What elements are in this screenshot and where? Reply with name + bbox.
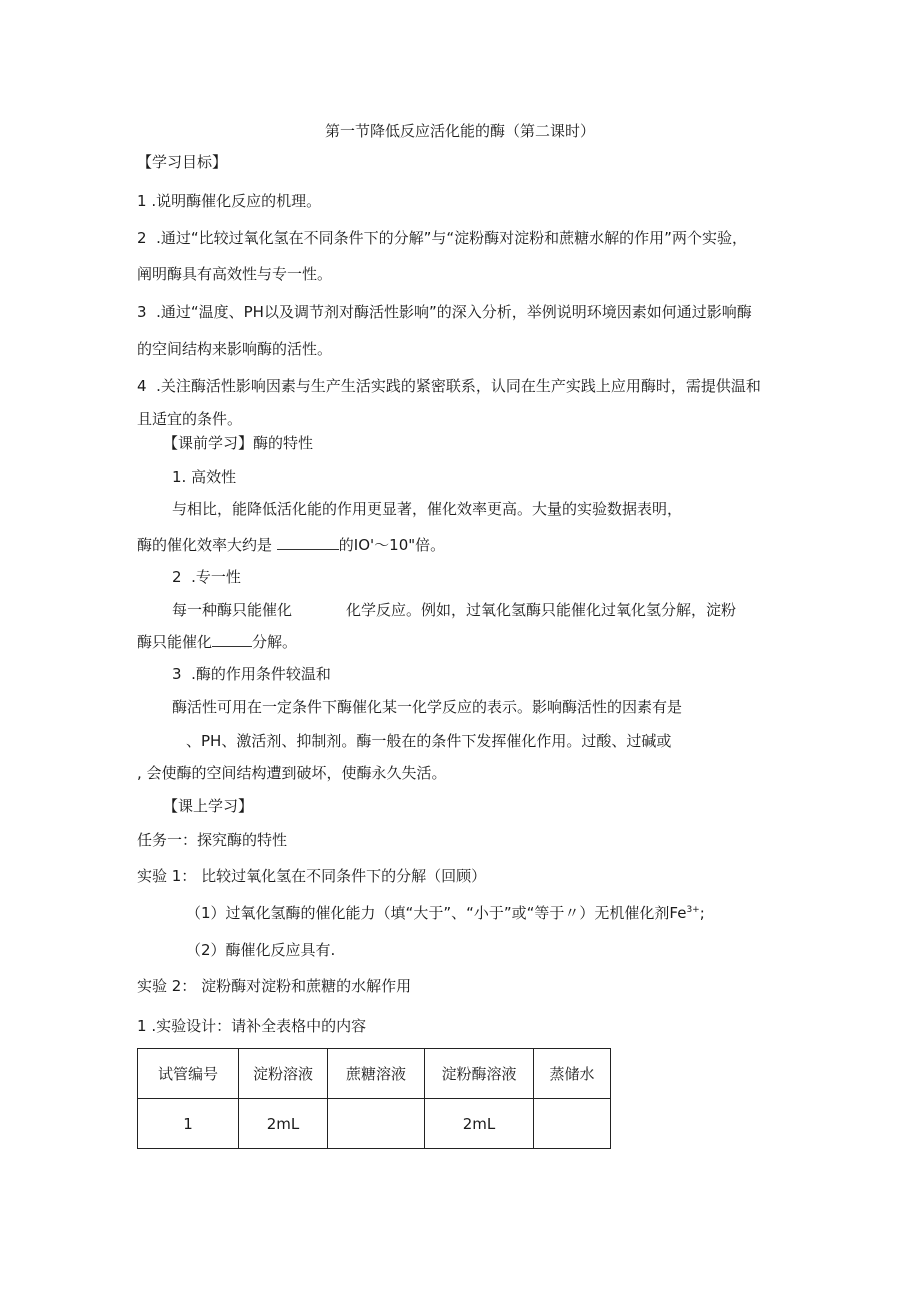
section-3-title: 3 .酶的作用条件较温和 bbox=[172, 665, 331, 683]
page-title: 第一节降低反应活化能的酶（第二课时） bbox=[324, 122, 595, 140]
experiment-2-design: 1 .实验设计：请补全表格中的内容 bbox=[137, 1017, 367, 1035]
table-cell: 2mL bbox=[239, 1099, 328, 1149]
section-3-line3: , 会使酶的空间结构遭到破坏，使酶永久失活。 bbox=[137, 764, 447, 782]
table-header: 淀粉溶液 bbox=[239, 1049, 328, 1099]
table-cell bbox=[328, 1099, 425, 1149]
section-1-title: 1. 高效性 bbox=[172, 468, 237, 486]
objectives-heading: 【学习目标】 bbox=[137, 153, 228, 171]
fill-blank bbox=[277, 535, 339, 550]
prestudy-heading: 【课前学习】酶的特性 bbox=[163, 434, 314, 452]
section-3-line2: 、PH、激活剂、抑制剂。酶一般在的条件下发挥催化作用。过酸、过碱或 bbox=[186, 732, 672, 750]
inclass-heading: 【课上学习】 bbox=[163, 797, 254, 815]
task-1: 任务一：探究酶的特性 bbox=[137, 831, 288, 849]
objective-4-cont: 且适宜的条件。 bbox=[137, 410, 243, 428]
experiment-2: 实验 2： 淀粉酶对淀粉和蔗糖的水解作用 bbox=[137, 977, 412, 995]
table-cell: 2mL bbox=[425, 1099, 534, 1149]
table-cell: 1 bbox=[138, 1099, 239, 1149]
table-header-row bbox=[138, 1049, 611, 1099]
section-2-line1: 每一种酶只能催化 化学反应。例如，过氧化氢酶只能催化过氧化氢分解，淀粉 bbox=[172, 601, 737, 619]
objective-1: 1 .说明酶催化反应的机理。 bbox=[137, 192, 322, 210]
objective-2-cont: 阐明酶具有高效性与专一性。 bbox=[137, 265, 333, 283]
objective-2: 2 .通过“比较过氧化氢在不同条件下的分解”与“淀粉酶对淀粉和蔗糖水解的作用”两个实验， bbox=[137, 229, 747, 247]
objective-3: 3 .通过“温度、PH以及调节剂对酶活性影响”的深入分析，举例说明环境因素如何通过影响酶 bbox=[137, 303, 752, 321]
experiment-table bbox=[137, 1048, 611, 1149]
table-header: 蒸储水 bbox=[534, 1049, 611, 1099]
experiment-1: 实验 1： 比较过氧化氢在不同条件下的分解（回顾） bbox=[137, 867, 487, 885]
experiment-1-q2: （2）酶催化反应具有. bbox=[186, 941, 336, 959]
objective-3-cont: 的空间结构来影响酶的活性。 bbox=[137, 340, 333, 358]
experiment-1-q1: （1）过氧化氢酶的催化能力（填“大于”、“小于”或“等于〃）无机催化剂$Fe^{3+}$; bbox=[186, 904, 705, 922]
table-header: 蔗糖溶液 bbox=[328, 1049, 425, 1099]
table-header: 试管编号 bbox=[138, 1049, 239, 1099]
table-cell bbox=[534, 1099, 611, 1149]
section-1-line2: 酶的催化效率大约是 的IO'～10"倍。 bbox=[137, 536, 446, 554]
fill-blank bbox=[212, 632, 252, 647]
table-row bbox=[138, 1099, 611, 1149]
objective-4: 4 .关注酶活性影响因素与生产生活实践的紧密联系，认同在生产实践上应用酶时，需提供温和 bbox=[137, 377, 761, 395]
section-1-line1: 与相比，能降低活化能的作用更显著，催化效率更高。大量的实验数据表明， bbox=[172, 500, 683, 518]
section-2-title: 2 .专一性 bbox=[172, 568, 241, 586]
section-3-line1: 酶活性可用在一定条件下酶催化某一化学反应的表示。影响酶活性的因素有是 bbox=[172, 698, 683, 716]
table-header: 淀粉酶溶液 bbox=[425, 1049, 534, 1099]
section-2-line2: 酶只能催化 分解。 bbox=[137, 633, 298, 651]
